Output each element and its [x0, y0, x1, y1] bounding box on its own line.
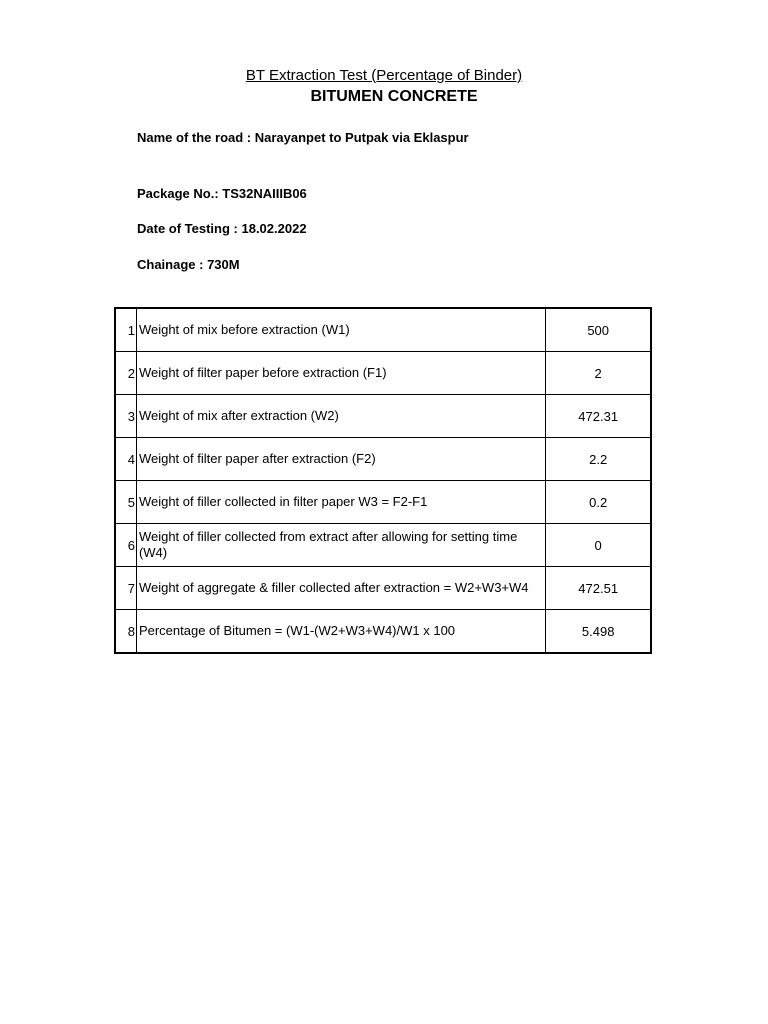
- table-row: [115, 524, 651, 567]
- row-value: 472.31: [546, 395, 651, 438]
- row-description: Weight of mix before extraction (W1): [136, 308, 545, 352]
- table-row: [115, 308, 651, 352]
- page-title: BT Extraction Test (Percentage of Binder): [245, 67, 523, 84]
- row-value: 472.51: [546, 567, 651, 610]
- row-value: 0.2: [546, 481, 651, 524]
- row-description: Percentage of Bitumen = (W1-(W2+W3+W4)/W1 x 100: [136, 610, 545, 654]
- table-row: [115, 610, 651, 654]
- row-number: 1: [115, 308, 136, 352]
- row-description: Weight of filter paper before extraction (F1): [136, 352, 545, 395]
- row-number: 6: [115, 524, 136, 567]
- road-name: Name of the road : Narayanpet to Putpak via Eklaspur: [137, 130, 469, 145]
- table-row: [115, 438, 651, 481]
- row-number: 7: [115, 567, 136, 610]
- table-row: [115, 352, 651, 395]
- row-number: 5: [115, 481, 136, 524]
- testing-date: Date of Testing : 18.02.2022: [137, 221, 307, 236]
- row-description: Weight of filter paper after extraction (F2): [136, 438, 545, 481]
- row-description: Weight of filler collected in filter paper W3 = F2-F1: [136, 481, 545, 524]
- row-value: 5.498: [546, 610, 651, 654]
- row-number: 4: [115, 438, 136, 481]
- table-row: [115, 481, 651, 524]
- row-value: 2.2: [546, 438, 651, 481]
- chainage: Chainage : 730M: [137, 257, 240, 272]
- row-description: Weight of aggregate & filler collected after extraction = W2+W3+W4: [136, 567, 545, 610]
- row-value: 500: [546, 308, 651, 352]
- page-subtitle: BITUMEN CONCRETE: [310, 88, 478, 105]
- row-value: 2: [546, 352, 651, 395]
- row-number: 2: [115, 352, 136, 395]
- table-row: [115, 395, 651, 438]
- table-row: [115, 567, 651, 610]
- results-table: [114, 307, 652, 654]
- row-value: 0: [546, 524, 651, 567]
- package-number: Package No.: TS32NAIIIB06: [137, 186, 307, 201]
- row-description: Weight of mix after extraction (W2): [136, 395, 545, 438]
- row-number: 3: [115, 395, 136, 438]
- row-description: Weight of filler collected from extract after allowing for setting time (W4): [136, 524, 545, 567]
- row-number: 8: [115, 610, 136, 654]
